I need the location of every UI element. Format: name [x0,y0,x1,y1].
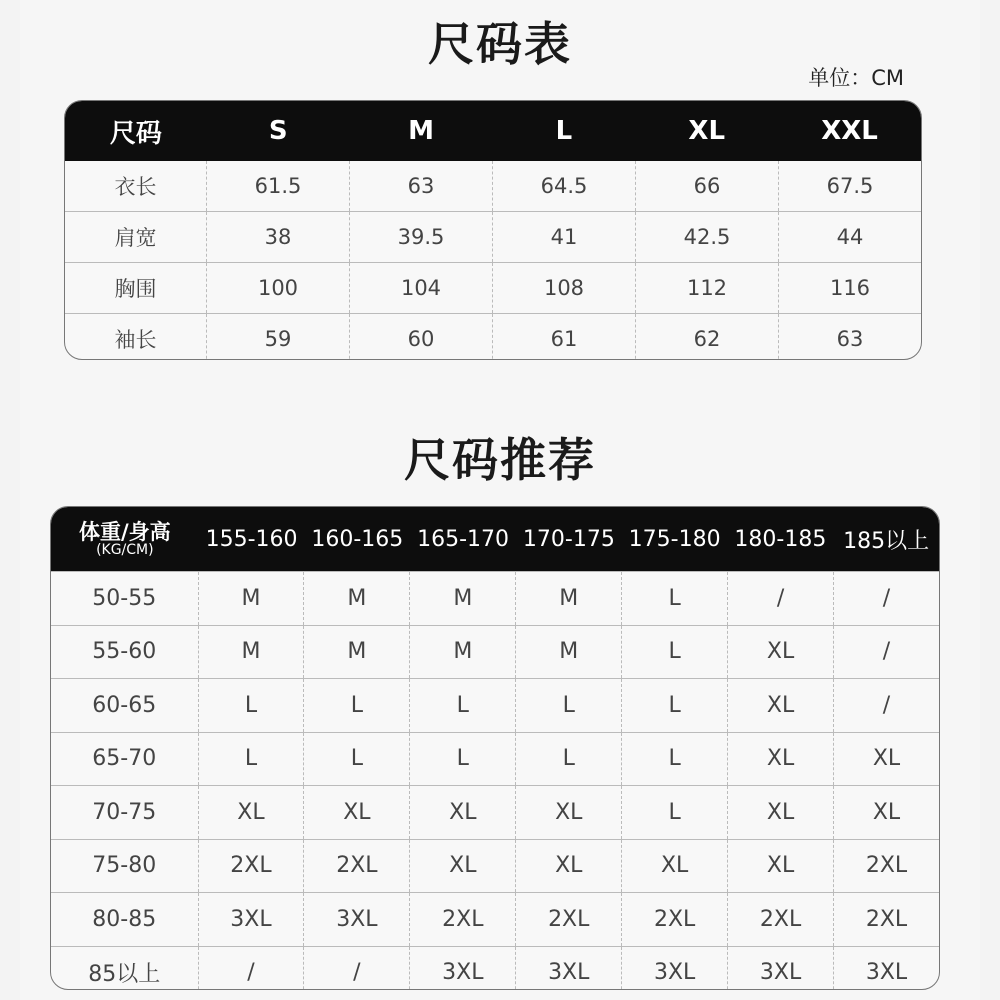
row-label-cell: 75-80 [92,853,157,879]
value-cell: 2XL [621,893,727,946]
size-recommend-table [50,506,940,990]
value-cell: 2XL [303,840,409,893]
value-cell: 3XL [515,947,621,991]
value-cell: 3XL [198,893,304,946]
value-cell: 38 [206,212,349,262]
value-cell: L [515,733,621,786]
value-cell: / [833,626,939,679]
value-cell: XL [621,840,727,893]
value-cell: M [198,626,304,679]
value-cell: 116 [778,263,921,313]
row-label-cell: 70-75 [92,799,157,825]
value-cell: 3XL [303,893,409,946]
height-header-cell: 170-175 [522,526,615,552]
value-cell: 42.5 [635,212,778,262]
value-cell: XL [303,786,409,839]
table-row [51,732,939,786]
value-cell: 2XL [515,893,621,946]
height-header-cell: 155-160 [205,526,298,552]
value-cell: / [833,679,939,732]
table-row [65,211,921,262]
value-cell: XL [727,679,833,732]
value-cell: / [303,947,409,991]
table-row [65,262,921,313]
value-cell: / [198,947,304,991]
value-cell: 67.5 [778,161,921,211]
header-cell: S [268,116,288,146]
value-cell: XL [727,840,833,893]
value-cell: / [727,572,833,625]
value-cell: L [198,733,304,786]
value-cell: L [621,679,727,732]
value-cell: L [515,679,621,732]
value-cell: 59 [206,314,349,360]
table-row [51,892,939,946]
value-cell: XL [727,626,833,679]
value-cell: M [515,572,621,625]
value-cell: M [198,572,304,625]
row-label-cell: 肩宽 [114,226,157,250]
value-cell: 60 [349,314,492,360]
value-cell: 61 [492,314,635,360]
header-cell: M [408,116,434,146]
corner-label: 体重/身高 [79,519,171,544]
size-recommend-title: 尺码推荐 [404,433,596,487]
value-cell: M [409,572,515,625]
value-cell: L [621,626,727,679]
value-cell: 3XL [727,947,833,991]
row-label-cell: 衣长 [114,175,157,199]
row-label-cell: 65-70 [92,746,157,772]
table-row [51,571,939,625]
height-header-cell: 175-180 [628,526,721,552]
value-cell: XL [833,786,939,839]
value-cell: 61.5 [206,161,349,211]
value-cell: M [515,626,621,679]
height-header-cell: 180-185 [734,526,827,552]
value-cell: L [621,733,727,786]
row-label-cell: 85以上 [88,962,161,988]
value-cell: L [303,679,409,732]
value-cell: / [833,572,939,625]
header-cell: XL [688,116,726,146]
value-cell: 2XL [833,840,939,893]
size-chart-title: 尺码表 [428,17,572,71]
value-cell: 63 [349,161,492,211]
value-cell: 2XL [409,893,515,946]
row-label-cell: 55-60 [92,639,157,665]
value-cell: L [621,786,727,839]
value-cell: 44 [778,212,921,262]
size-chart-table [64,100,922,360]
table-row [51,839,939,893]
corner-cell [51,507,199,571]
size-chart-header [65,101,921,161]
value-cell: M [303,572,409,625]
value-cell: XL [515,786,621,839]
value-cell: XL [409,786,515,839]
row-label-cell: 80-85 [92,906,157,932]
header-cell: L [555,116,573,146]
height-header-cell: 185以上 [843,528,930,554]
height-header-cell: 165-170 [417,526,510,552]
unit-label: 单位：CM [808,66,904,90]
value-cell: L [409,679,515,732]
header-cell: 尺码 [109,118,162,149]
table-row [51,678,939,732]
recommend-header [51,507,939,571]
table-row [65,313,921,360]
value-cell: XL [727,786,833,839]
value-cell: 2XL [198,840,304,893]
table-row [51,946,939,991]
row-label-cell: 胸围 [114,277,157,301]
value-cell: 3XL [621,947,727,991]
value-cell: 41 [492,212,635,262]
value-cell: XL [833,733,939,786]
value-cell: L [303,733,409,786]
value-cell: 100 [206,263,349,313]
corner-unit: (KG/CM) [96,541,154,558]
value-cell: 62 [635,314,778,360]
table-row [51,625,939,679]
row-label-cell: 60-65 [92,692,157,718]
value-cell: XL [727,733,833,786]
table-row [65,161,921,211]
value-cell: XL [409,840,515,893]
row-label-cell: 50-55 [92,585,157,611]
value-cell: L [198,679,304,732]
value-cell: XL [198,786,304,839]
value-cell: 2XL [833,893,939,946]
header-cell: XXL [821,116,878,146]
value-cell: L [409,733,515,786]
table-row [51,785,939,839]
value-cell: L [621,572,727,625]
value-cell: 104 [349,263,492,313]
value-cell: 3XL [833,947,939,991]
value-cell: XL [515,840,621,893]
value-cell: 2XL [727,893,833,946]
value-cell: 112 [635,263,778,313]
value-cell: 39.5 [349,212,492,262]
value-cell: 108 [492,263,635,313]
row-label-cell: 袖长 [114,328,157,352]
value-cell: M [409,626,515,679]
height-header-cell: 160-165 [311,526,404,552]
value-cell: 64.5 [492,161,635,211]
value-cell: 66 [635,161,778,211]
value-cell: 3XL [409,947,515,991]
value-cell: M [303,626,409,679]
value-cell: 63 [778,314,921,360]
